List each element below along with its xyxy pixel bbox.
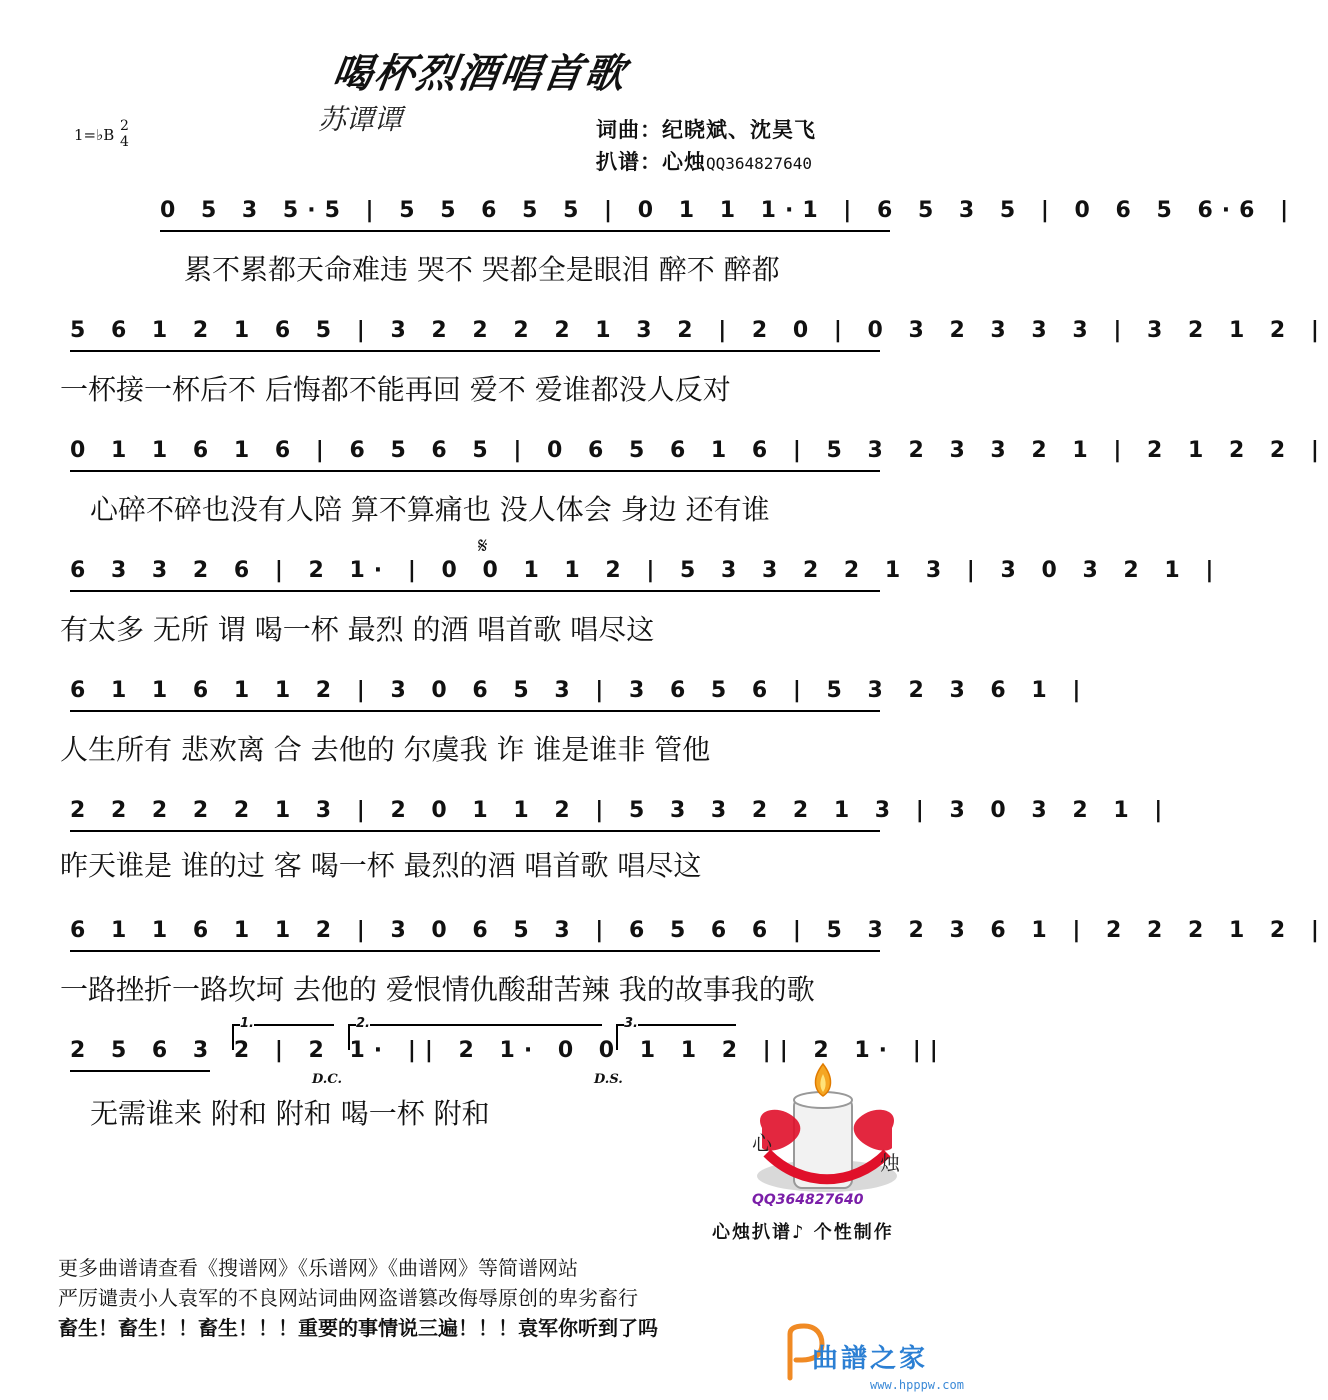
lyrics-line: 心碎不碎也没有人陪 算不算痛也 没人体会 身边 还有谁: [90, 493, 770, 526]
notes-line: 5 6 1 2 1 6 5 | 3 2 2 2 2 1 3 2 | 2 0 | 0 3 2 3 3 3 | 3 2 1 2 |: [70, 318, 1328, 343]
footer-line-2: 严厉谴责小人袁军的不良网站词曲网盗谱篡改侮辱原创的卑劣畜行: [58, 1286, 638, 1310]
underline: [70, 590, 880, 592]
notes-line: 0 5 3 5·5 | 5 5 6 5 5 | 0 1 1 1·1 | 6 5 3 5 | 0 6 5 6·6 |: [160, 198, 1298, 223]
singer-name: 苏谭谭: [318, 103, 403, 136]
underline: [70, 710, 880, 712]
notes-line: 2 5 6 3 2 | 2 1· || 2 1· 0 0 1 1 2 || 2 1· ||: [70, 1038, 947, 1063]
watermark-name: 曲譜之家: [812, 1344, 929, 1374]
volta-1-label: 1.: [240, 1016, 254, 1031]
underline: [70, 830, 880, 832]
lyrics-line: 无需谁来 附和 附和 喝一杯 附和: [90, 1097, 490, 1130]
notes-line: 6 3 3 2 6 | 2 1· | 0 0 1 1 2 | 5 3 3 2 2 1 3 | 3 0 3 2 1 |: [70, 558, 1223, 583]
lyrics-line: 一杯接一杯后不 后悔都不能再回 爱不 爱谁都没人反对: [60, 373, 731, 406]
lyrics-line: 一路挫折一路坎坷 去他的 爱恨情仇酸甜苦辣 我的故事我的歌: [60, 973, 815, 1006]
dc-mark: D.C.: [312, 1072, 342, 1087]
lyricist-composer: 词曲：纪晓斌、沈昊飞: [596, 118, 816, 142]
volta-2-label: 2.: [356, 1016, 370, 1031]
lyrics-line: 有太多 无所 谓 喝一杯 最烈 的酒 唱首歌 唱尽这: [60, 613, 655, 646]
footer-line-1: 更多曲谱请查看《搜谱网》《乐谱网》《曲谱网》等简谱网站: [58, 1256, 578, 1280]
lyrics-line: 累不累都天命难违 哭不 哭都全是眼泪 醉不 醉都: [184, 253, 780, 286]
watermark-url: www.hpppw.com: [870, 1378, 964, 1392]
key-prefix: 1=: [74, 126, 97, 144]
volta-3-label: 3.: [624, 1016, 638, 1031]
time-top: 2: [120, 118, 129, 134]
candle-stamp-icon: [742, 1058, 912, 1208]
stamp-left-char: 心: [752, 1131, 772, 1155]
underline: [160, 230, 890, 232]
notes-line: 0 1 1 6 1 6 | 6 5 6 5 | 0 6 5 6 1 6 | 5 3 2 3 3 2 1 | 2 1 2 2 |: [70, 438, 1328, 463]
transcriber-label: 扒谱：心烛: [596, 150, 706, 174]
time-bottom: 4: [120, 134, 129, 150]
transcriber-qq: QQ364827640: [706, 154, 812, 173]
notes-line: 2 2 2 2 2 1 3 | 2 0 1 1 2 | 5 3 3 2 2 1 3 | 3 0 3 2 1 |: [70, 798, 1172, 823]
underline: [70, 470, 880, 472]
stamp-qq: QQ364827640: [752, 1192, 864, 1208]
lyrics-line: 昨天谁是 谁的过 客 喝一杯 最烈的酒 唱首歌 唱尽这: [60, 849, 702, 882]
notes-line: 6 1 1 6 1 1 2 | 3 0 6 5 3 | 6 5 6 6 | 5 3 2 3 6 1 | 2 2 2 1 2 |: [70, 918, 1328, 943]
song-title: 喝杯烈酒唱首歌: [329, 51, 630, 97]
key-letter: B: [103, 126, 115, 144]
footer-line-3: 畜生！畜生！！畜生！！！重要的事情说三遍！！！袁军你听到了吗: [58, 1316, 658, 1340]
underline: [70, 1070, 210, 1072]
lyrics-line: 人生所有 悲欢离 合 去他的 尔虞我 诈 谁是谁非 管他: [60, 733, 711, 766]
stamp-right-char: 烛: [880, 1151, 900, 1175]
underline: [70, 350, 880, 352]
stamp-signature: 心烛扒谱♪ 个性制作: [712, 1222, 894, 1243]
ds-mark: D.S.: [594, 1072, 623, 1087]
segno-sign: 𝄋: [478, 534, 488, 559]
key-flat: ♭: [96, 126, 104, 144]
transcriber: [596, 146, 812, 176]
time-signature: [120, 118, 129, 150]
key-signature: [74, 118, 129, 150]
underline: [70, 950, 880, 952]
notes-line: 6 1 1 6 1 1 2 | 3 0 6 5 3 | 3 6 5 6 | 5 3 2 3 6 1 |: [70, 678, 1090, 703]
